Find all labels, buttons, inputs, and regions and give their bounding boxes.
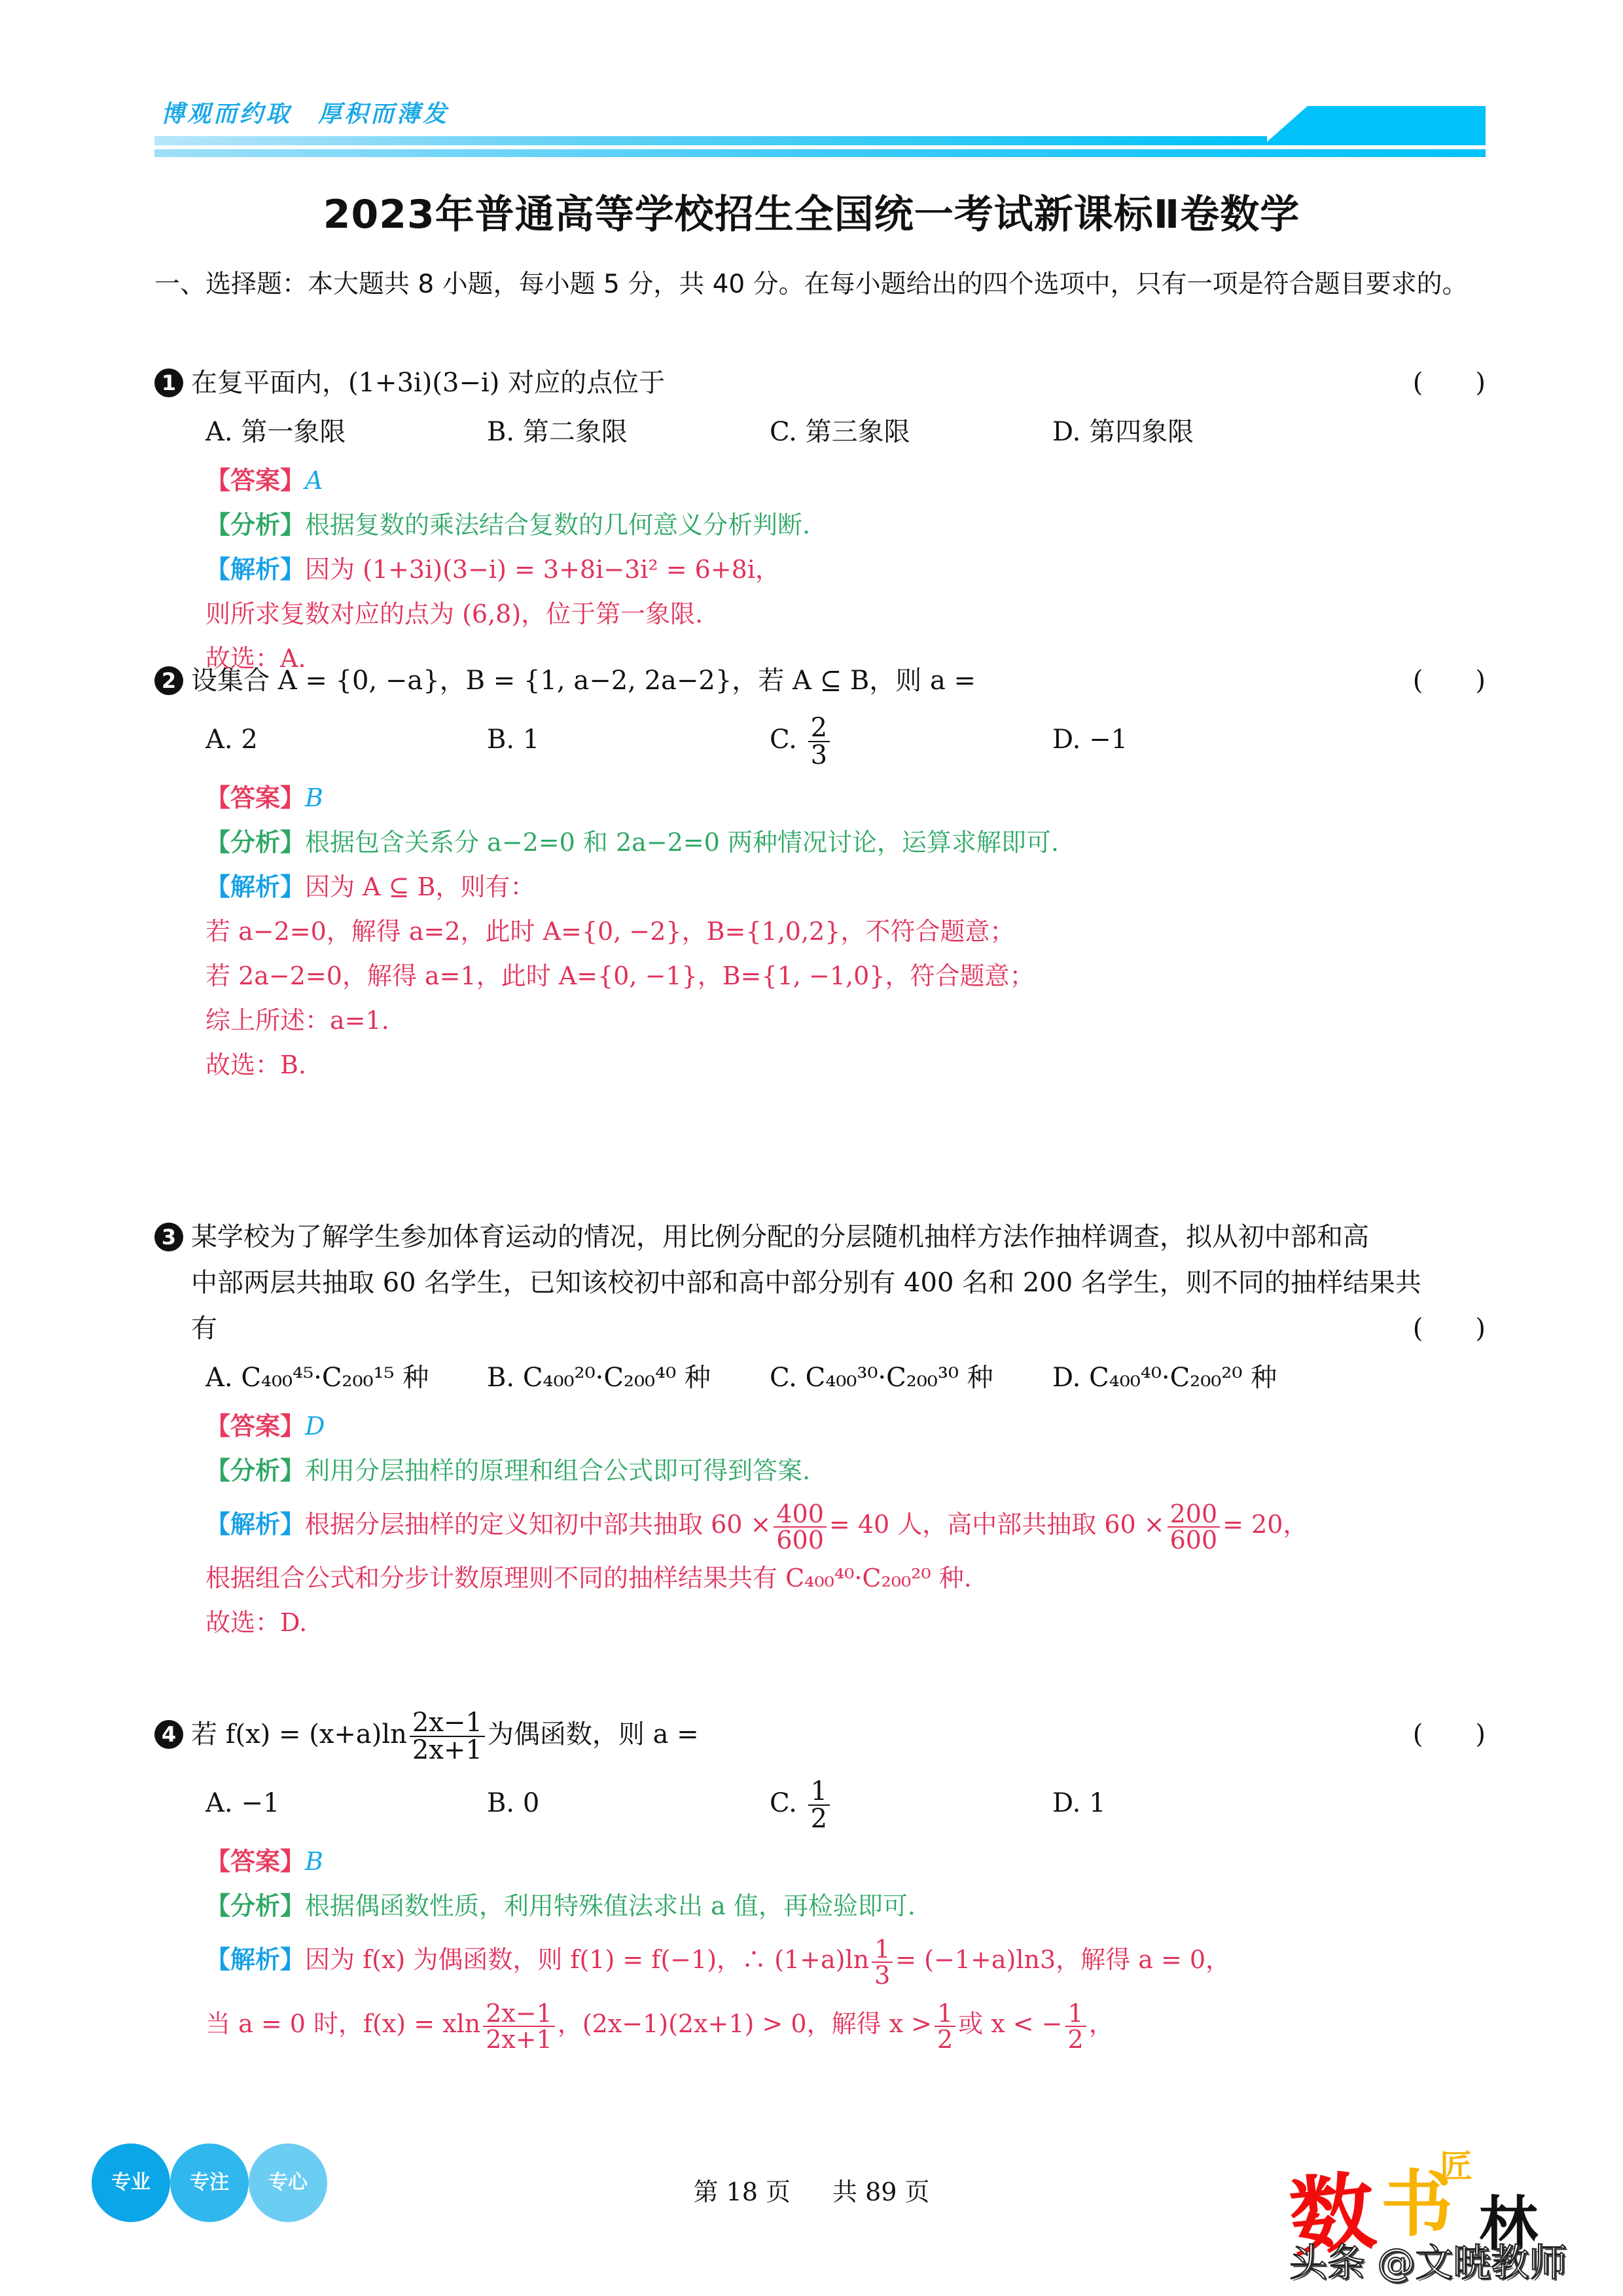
question-number-badge: 4 xyxy=(154,1720,183,1749)
question-2 xyxy=(154,658,1486,1087)
header-bar-top xyxy=(154,136,1267,145)
question-number-badge: 3 xyxy=(154,1223,183,1251)
answer-bracket: ( ) xyxy=(1412,666,1486,696)
analysis-line xyxy=(205,820,1486,865)
solution-conclusion: 故选：B. xyxy=(205,1050,307,1079)
question-4 xyxy=(154,1702,1486,2056)
option-c: C. $\frac{2}{3}$ xyxy=(770,704,832,776)
option-d: D. 1 xyxy=(1052,1788,1106,1818)
option-c: C. 第三象限 xyxy=(770,417,910,447)
options-row xyxy=(205,406,1486,458)
solution-text: 当 a = 0 时，f(x) = xln $\frac{2x-1}{2x+1}$ ，(2x−1)(2x+1) > 0，解得 x > $\frac{1}{2}$ 或 x < − $\frac{1}{2}$ ， xyxy=(205,1998,1114,2054)
answer-value: B xyxy=(305,783,323,812)
analysis-tag: 【分析】 xyxy=(205,1456,306,1485)
solution-text: 综上所述：a=1. xyxy=(205,1006,389,1035)
options-row xyxy=(205,704,1486,776)
option-a: A. 第一象限 xyxy=(205,417,346,447)
solution-line xyxy=(205,1928,1486,1991)
logo-char-2: 书 xyxy=(1381,2162,1453,2246)
analysis-tag: 【分析】 xyxy=(205,828,306,857)
logo-char-3: 匠 xyxy=(1440,2147,1472,2185)
solution-tag: 【解析】 xyxy=(205,1510,306,1539)
solution-text: 若 a−2=0，解得 a=2，此时 A={0, −2}，B={1,0,2}，不符合题意； xyxy=(205,917,1015,946)
options-row xyxy=(205,1767,1486,1839)
fraction: $\frac{1}{2}$ xyxy=(808,1778,830,1832)
answer-bracket: ( ) xyxy=(1412,1719,1486,1749)
answer-line xyxy=(205,776,1486,820)
page-total: 共 89 页 xyxy=(832,2178,930,2206)
answer-line xyxy=(205,458,1486,503)
options-row xyxy=(205,1352,1486,1404)
solution-text: 若 2a−2=0，解得 a=1，此时 A={0, −1}，B={1, −1,0}，符合题意； xyxy=(205,961,1035,990)
badge-dedicated: 专心 xyxy=(249,2144,327,2222)
option-c: C. $\frac{1}{2}$ xyxy=(770,1767,832,1839)
solution-conclusion: 故选：A. xyxy=(205,644,306,673)
analysis-text: 根据偶函数性质，利用特殊值法求出 a 值，再检验即可. xyxy=(305,1892,916,1920)
answer-tag: 【答案】 xyxy=(205,466,306,495)
header-bar-bottom xyxy=(154,149,1486,157)
header-wedge-decoration xyxy=(1263,106,1486,145)
solution-text: 则所求复数对应的点为 (6,8)，位于第一象限. xyxy=(205,600,704,628)
solution-tag: 【解析】 xyxy=(205,872,306,901)
badge-focused: 专注 xyxy=(170,2144,249,2222)
solution-conclusion: 故选：D. xyxy=(205,1608,308,1637)
fraction: $\frac{2}{3}$ xyxy=(808,715,830,768)
option-a: A. −1 xyxy=(205,1788,280,1818)
answer-value: A xyxy=(305,466,323,495)
option-b: B. C₄₀₀²⁰·C₂₀₀⁴⁰ 种 xyxy=(487,1363,711,1393)
solution-text: 根据组合公式和分步计数原理则不同的抽样结果共有 C₄₀₀⁴⁰·C₂₀₀²⁰ 种. xyxy=(205,1564,972,1592)
option-b: B. 第二象限 xyxy=(487,417,628,447)
answer-tag: 【答案】 xyxy=(205,783,306,812)
solution-text: 因为 f(x) 为偶函数，则 f(1) = f(−1)，∴ (1+a)ln $\frac{1}{3}$ = (−1+a)ln3，解得 a = 0， xyxy=(305,1934,1231,1990)
question-stem: 某学校为了解学生参加体育运动的情况，用比例分配的分层随机抽样方法作抽样调查，拟从初中部和高 xyxy=(191,1222,1369,1252)
option-a: A. 2 xyxy=(205,725,258,755)
logo-char-4: 林 xyxy=(1479,2190,1538,2259)
solution-text: 因为 A ⊆ B，则有： xyxy=(305,872,535,901)
option-b: B. 1 xyxy=(487,725,540,755)
question-number-badge: 2 xyxy=(154,666,183,695)
question-1 xyxy=(154,360,1486,681)
answer-value: D xyxy=(305,1412,325,1441)
solution-tag: 【解析】 xyxy=(205,1945,306,1974)
solution-line xyxy=(205,1493,1486,1556)
option-d: D. −1 xyxy=(1052,725,1128,755)
page-title: 2023年普通高等学校招生全国统一考试新课标Ⅱ卷数学 xyxy=(323,192,1300,238)
page-current: 第 18 页 xyxy=(693,2178,791,2206)
question-stem: 设集合 A = {0, −a}，B = {1, a−2, 2a−2}，若 A ⊆ B，则 a = xyxy=(191,666,976,696)
watermark-logo xyxy=(1283,2140,1610,2284)
question-number-badge: 1 xyxy=(154,368,183,397)
analysis-tag: 【分析】 xyxy=(205,1892,306,1920)
solution-tag: 【解析】 xyxy=(205,555,306,584)
answer-bracket: ( ) xyxy=(1412,368,1486,398)
question-3 xyxy=(154,1214,1486,1645)
answer-line xyxy=(205,1404,1486,1448)
option-d: D. C₄₀₀⁴⁰·C₂₀₀²⁰ 种 xyxy=(1052,1363,1277,1393)
question-stem: 中部两层共抽取 60 名学生，已知该校初中部和高中部分别有 400 名和 200 名学生，则不同的抽样结果共 xyxy=(191,1268,1421,1298)
analysis-line xyxy=(205,1448,1486,1493)
analysis-line xyxy=(205,503,1486,547)
logo-char-1: 数 xyxy=(1285,2161,1380,2269)
answer-bracket: ( ) xyxy=(1412,1314,1486,1344)
section-intro: 一、选择题：本大题共 8 小题，每小题 5 分，共 40 分。在每小题给出的四个选项中，只有一项是符合题目要求的。 xyxy=(154,270,1468,299)
answer-tag: 【答案】 xyxy=(205,1412,306,1441)
header-slogan: 博观而约取 厚积而薄发 xyxy=(161,101,450,128)
solution-line xyxy=(205,865,1486,909)
question-stem: 有 xyxy=(191,1314,217,1344)
analysis-line xyxy=(205,1884,1486,1928)
watermark-text: 头条 @文暁教师 xyxy=(1289,2240,1567,2285)
page-header xyxy=(154,92,1486,151)
analysis-text: 根据包含关系分 a−2=0 和 2a−2=0 两种情况讨论，运算求解即可. xyxy=(305,828,1059,857)
option-d: D. 第四象限 xyxy=(1052,417,1194,447)
solution-line xyxy=(205,547,1486,592)
option-a: A. C₄₀₀⁴⁵·C₂₀₀¹⁵ 种 xyxy=(205,1363,429,1393)
analysis-tag: 【分析】 xyxy=(205,511,306,539)
option-b: B. 0 xyxy=(487,1788,540,1818)
question-stem: 若 f(x) = (x+a)ln $\frac{2x-1}{2x+1}$ 为偶函数，则 a = xyxy=(191,1708,699,1765)
answer-value: B xyxy=(305,1847,323,1876)
answer-line xyxy=(205,1839,1486,1884)
analysis-text: 利用分层抽样的原理和组合公式即可得到答案. xyxy=(305,1456,811,1485)
answer-tag: 【答案】 xyxy=(205,1847,306,1876)
analysis-text: 根据复数的乘法结合复数的几何意义分析判断. xyxy=(305,511,811,539)
question-stem: 在复平面内，(1+3i)(3−i) 对应的点位于 xyxy=(191,368,666,398)
solution-text: 因为 (1+3i)(3−i) = 3+8i−3i² = 6+8i， xyxy=(305,555,781,584)
option-c: C. C₄₀₀³⁰·C₂₀₀³⁰ 种 xyxy=(770,1363,993,1393)
badge-professional: 专业 xyxy=(92,2144,170,2222)
solution-text: 根据分层抽样的定义知初中部共抽取 60 × $\frac{400}{600}$ = 40 人，高中部共抽取 60 × $\frac{200}{600}$ = 20， xyxy=(305,1499,1308,1554)
